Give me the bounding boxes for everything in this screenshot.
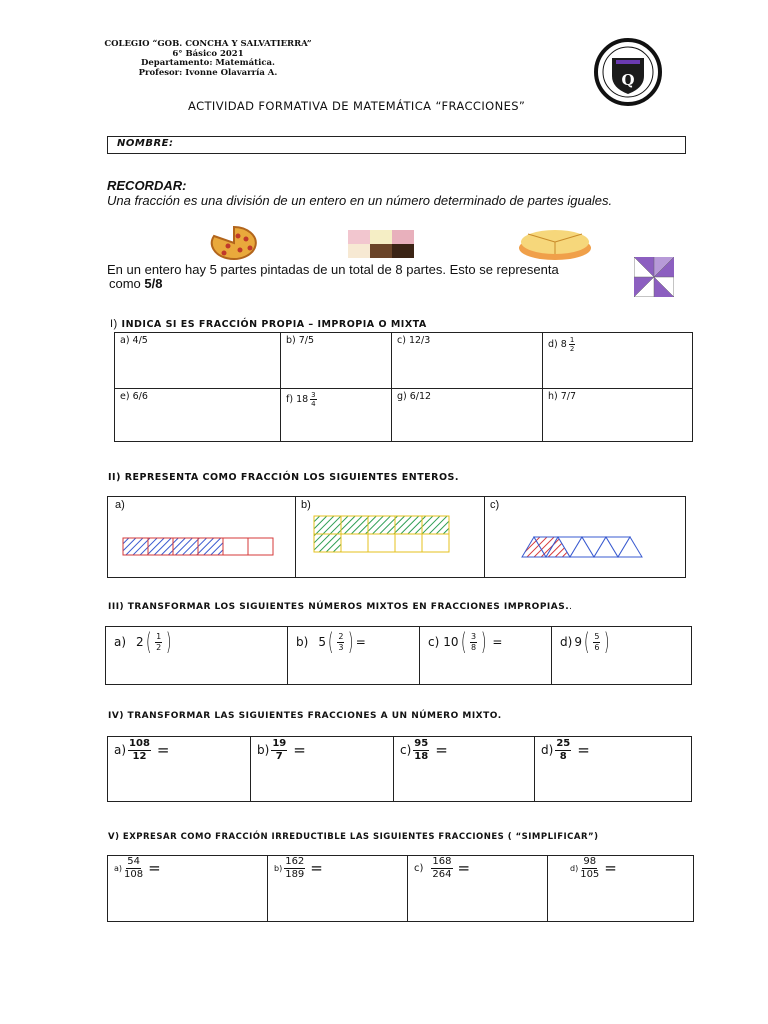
section-1-text: INDICA SI ES FRACCIÓN PROPIA – IMPROPIA O MIXTA [121, 319, 427, 330]
fraction: $\frac{1}{2}$ [156, 632, 162, 652]
simplify-a[interactable]: a) $\frac{54}{108}$ = [108, 856, 268, 922]
section-2-box [107, 496, 686, 578]
fraction: $\frac{19}{7}$ [272, 738, 287, 762]
section-5-title: V) EXPRESAR COMO FRACCIÓN IRREDUCTIBLE LAS SIGUIENTES FRACCIONES ( “SIMPLIFICAR”) [108, 832, 599, 842]
improper-d[interactable]: d) $\frac{25}{8}$ = [535, 737, 692, 802]
mixed-b[interactable]: b) 5 ( $\frac{2}{3}$ ) = [288, 627, 420, 685]
cell-f-text: f) 18 [286, 394, 309, 406]
figure-c-triangles [520, 535, 650, 559]
simplify-d[interactable]: d) $\frac{98}{105}$ = [548, 856, 694, 922]
table-row [108, 856, 694, 922]
cell-d-fraction: $\frac{1}{2}$ [569, 336, 575, 354]
cell-g[interactable]: g) 6/12 [392, 389, 543, 442]
chocolate-image [346, 226, 416, 260]
cell-c[interactable]: c) 12/3 [392, 333, 543, 389]
recordar-definition: Una fracción es una división de un entero en un número determinado de partes iguales. [107, 193, 613, 208]
teacher: Profesor: Ivonne Olavarría A. [138, 67, 278, 78]
school-header [78, 40, 338, 78]
school-logo [594, 38, 662, 106]
cell-d-text: d) 8 [548, 339, 567, 351]
example-line-2 [109, 276, 163, 291]
section-1-title [110, 318, 427, 330]
cell-d[interactable] [543, 333, 693, 389]
mixed-a[interactable]: a) 2 ( $\frac{1}{2}$ ) [106, 627, 288, 685]
fraction: $\frac{25}{8}$ [556, 738, 571, 762]
cell-h[interactable]: h) 7/7 [543, 389, 693, 442]
improper-b[interactable]: b) $\frac{19}{7}$ = [251, 737, 394, 802]
example-prefix: como [109, 276, 141, 291]
section-3-title [108, 602, 573, 612]
section-1-table [114, 332, 693, 442]
fraction: $\frac{5}{6}$ [594, 632, 600, 652]
mixed-d[interactable]: d) 9 ( $\frac{5}{6}$ ) [552, 627, 692, 685]
fraction: $\frac{108}{12}$ [129, 738, 150, 762]
section-2-label-a: a) [115, 499, 125, 511]
cell-a[interactable]: a) 4/5 [115, 333, 281, 389]
section-3-table [105, 626, 692, 685]
fraction: $\frac{168}{264}$ [432, 856, 452, 880]
section-4-title: IV) TRANSFORMAR LAS SIGUIENTES FRACCIONES A UN NÚMERO MIXTO. [108, 711, 502, 721]
school-name: COLEGIO “GOB. CONCHA Y SALVATIERRA” [104, 39, 312, 49]
pinwheel-image [634, 257, 674, 297]
grade-year: 6° Básico 2021 [172, 48, 244, 59]
fraction: $\frac{98}{105}$ [580, 856, 600, 880]
section-1-number: I) [110, 318, 118, 330]
table-row [115, 333, 693, 389]
name-label: NOMBRE: [117, 138, 174, 149]
cell-f[interactable] [281, 389, 392, 442]
cake-image [516, 222, 594, 262]
fraction: $\frac{54}{108}$ [124, 856, 144, 880]
section-3-trail: . [569, 602, 573, 612]
cell-b[interactable]: b) 7/5 [281, 333, 392, 389]
example-line-1: En un entero hay 5 partes pintadas de un total de 8 partes. Esto se representa [107, 262, 559, 277]
figure-b-grid [313, 515, 455, 555]
simplify-c[interactable]: c) $\frac{168}{264}$ = [408, 856, 548, 922]
mixed-c[interactable]: c) 10 ( $\frac{3}{8}$ ) = [420, 627, 552, 685]
figure-a-bar [122, 537, 276, 557]
simplify-b[interactable]: b) $\frac{162}{189}$ = [268, 856, 408, 922]
improper-c[interactable]: c) $\frac{95}{18}$ = [394, 737, 535, 802]
section-2-label-c: c) [490, 499, 500, 511]
fraction: $\frac{2}{3}$ [338, 632, 344, 652]
fraction: $\frac{3}{8}$ [470, 632, 477, 652]
logo-letter: Q [621, 71, 635, 89]
table-row [106, 627, 692, 685]
pizza-image [208, 224, 260, 262]
section-2-label-b: b) [301, 499, 311, 511]
page-title: ACTIVIDAD FORMATIVA DE MATEMÁTICA “FRACCIONES” [188, 99, 526, 113]
section-4-table [107, 736, 692, 802]
section-2-title: II) REPRESENTA COMO FRACCIÓN LOS SIGUIENTES ENTEROS. [108, 472, 460, 483]
table-row [115, 389, 693, 442]
example-fraction: 5/8 [144, 276, 163, 291]
recordar-heading: RECORDAR: [107, 178, 187, 193]
section-5-table [107, 855, 694, 922]
cell-e[interactable]: e) 6/6 [115, 389, 281, 442]
fraction: $\frac{162}{189}$ [285, 856, 305, 880]
section-3-text: III) TRANSFORMAR LOS SIGUIENTES NÚMEROS MIXTOS EN FRACCIONES IMPROPIAS. [108, 602, 570, 612]
cell-f-fraction: $\frac{3}{4}$ [311, 391, 316, 409]
department: Departamento: Matemática. [141, 58, 275, 68]
table-row [108, 737, 692, 802]
fraction: $\frac{95}{18}$ [414, 738, 429, 762]
name-field[interactable] [107, 136, 686, 154]
improper-a[interactable]: a) $\frac{108}{12}$ = [108, 737, 251, 802]
